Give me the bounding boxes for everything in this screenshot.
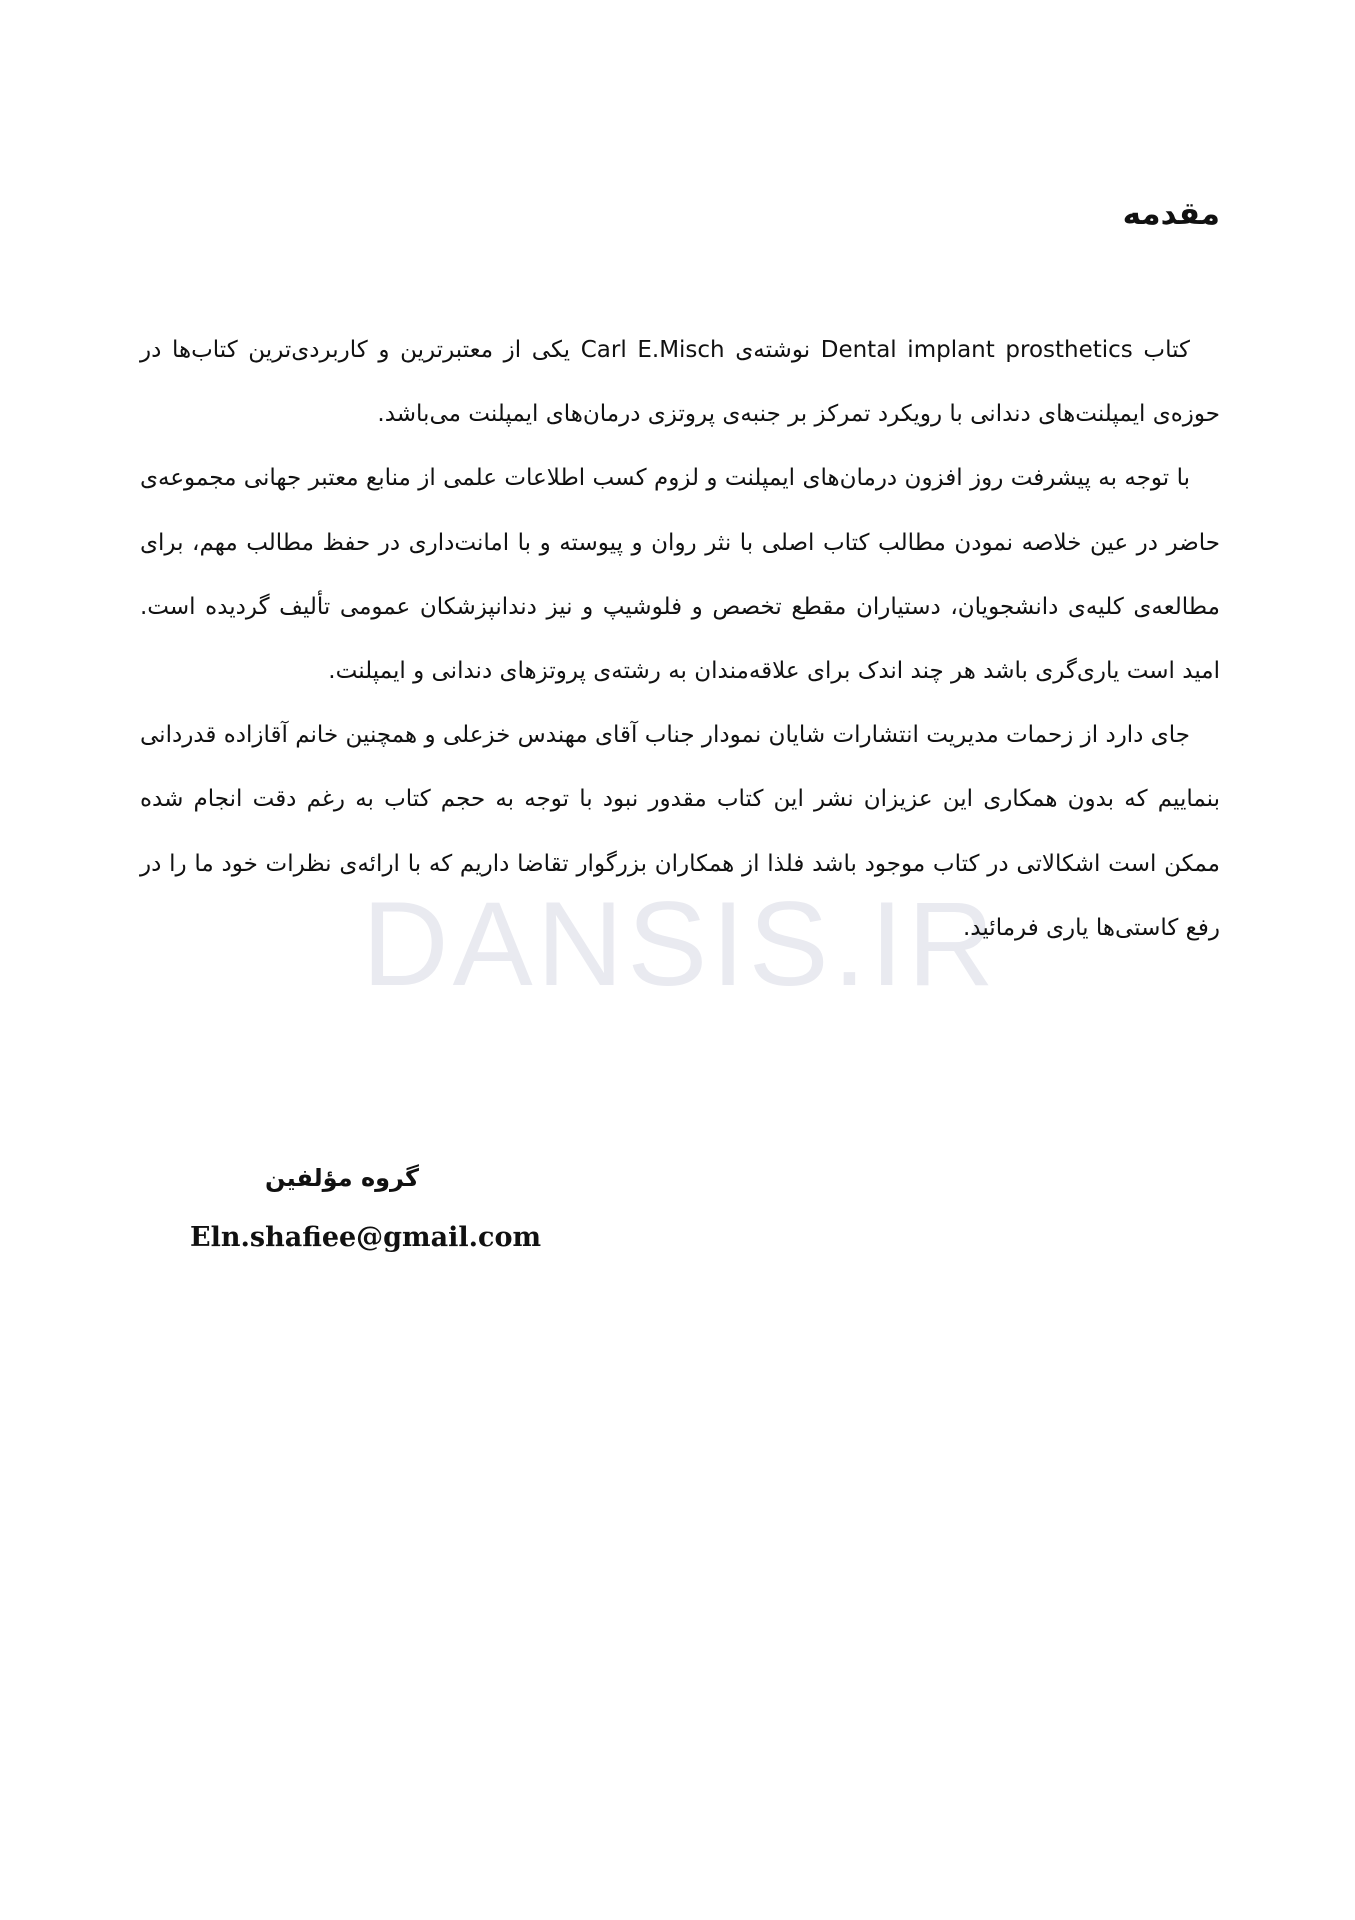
paragraph-acknowledgment: جای دارد از زحمات مدیریت انتشارات شایان نمودار جناب آقای مهندس خزعلی و همچنین خانم آقازاده قدردانی بنماییم که بدون همکاری این عزیزان نشر این کتاب مقدور نبود با توجه به حجم کتاب به رغم دقت انجام شده ممکن است اشکالاتی در کتاب موجود باشد فلذا از همکاران بزرگوار تقاضا داریم که با ارائه‌ی نظرات خود ما را در رفع کاستی‌ها یاری فرمائید. [140, 722, 1220, 941]
contact-email: Eln.shafiee@gmail.com [190, 1222, 542, 1253]
page-title: مقدمه [1122, 196, 1220, 232]
body-text [140, 318, 1220, 960]
paragraph-purpose: با توجه به پیشرفت روز افزون درمان‌های ایمپلنت و لزوم کسب اطلاعات علمی از منابع معتبر جهانی مجموعه‌ی حاضر در عین خلاصه نمودن مطالب کتاب اصلی با نثر روان و پیوسته و با امانت‌داری در حفظ مطالب مهم، برای مطالعه‌ی کلیه‌ی دانشجویان، دستیاران مقطع تخصص و فلوشیپ و نیز دندانپزشکان عمومی تألیف گردیده است. امید است یاری‌گری باشد هر چند اندک برای علاقه‌مندان به رشته‌ی پروتزهای دندانی و ایمپلنت. [140, 465, 1220, 685]
authors-signature: گروه مؤلفین [265, 1164, 419, 1192]
paragraph-intro: کتاب Dental implant prosthetics نوشته‌ی Carl E.Misch یکی از معتبرترین و کاربردی‌ترین کتاب‌ها در حوزه‌ی ایمپلنت‌های دندانی با رویکرد تمرکز بر جنبه‌ی پروتزی درمان‌های ایمپلنت می‌باشد. [140, 337, 1220, 428]
watermark: DANSIS.IR [361, 877, 999, 1011]
